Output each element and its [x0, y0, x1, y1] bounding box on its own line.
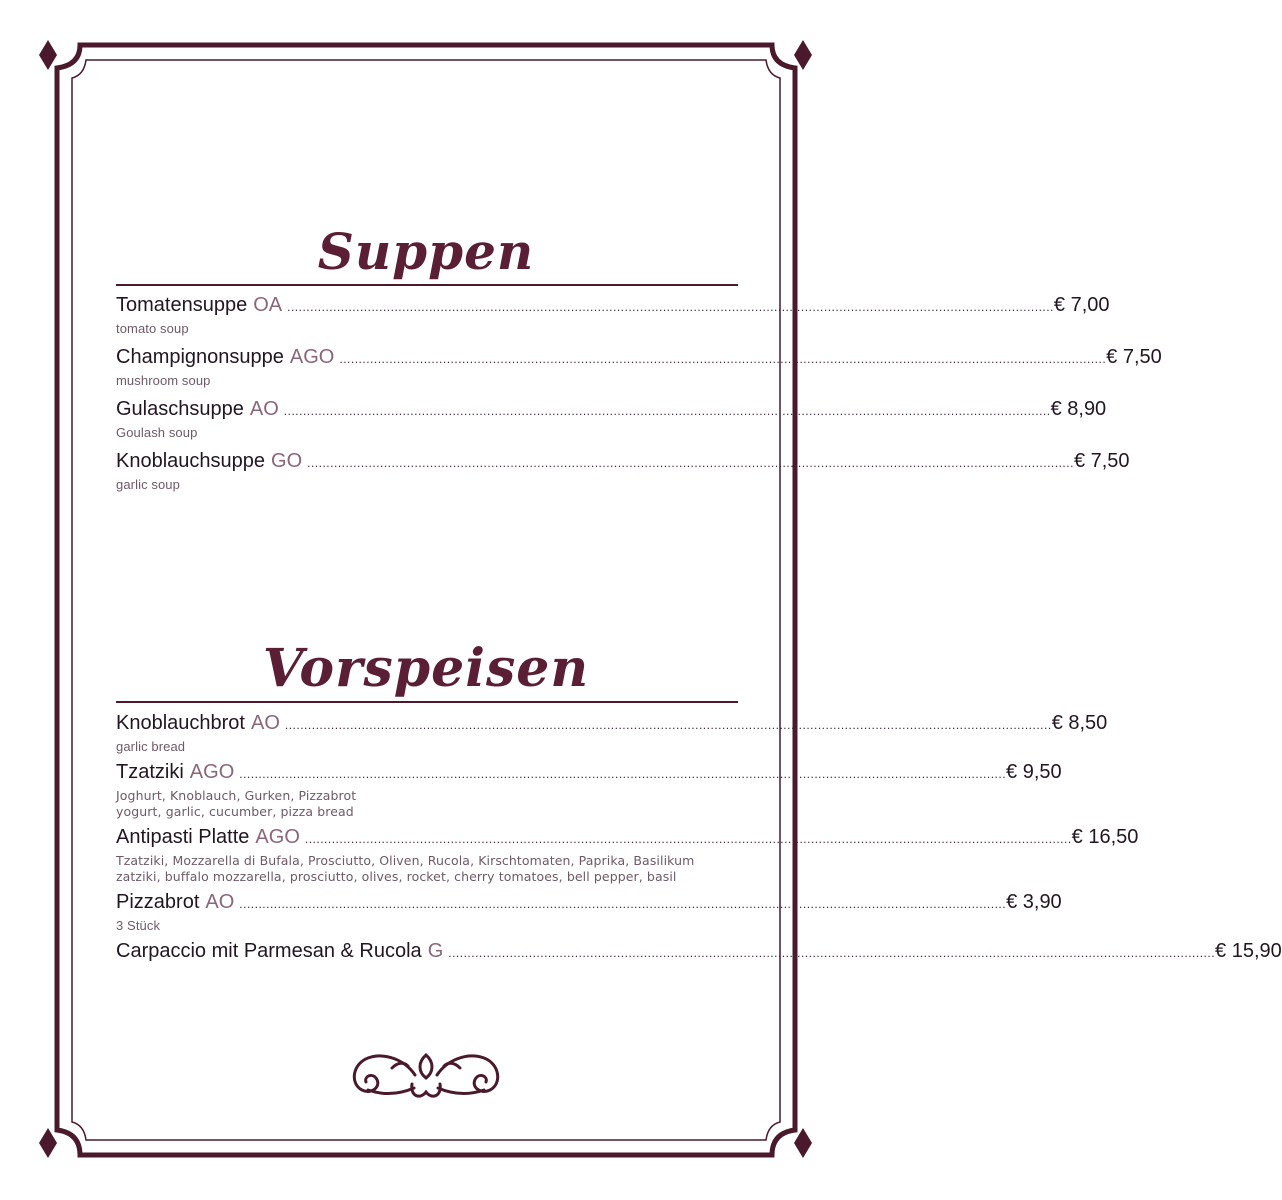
dot-leader: ........................................................................................................................................................................................................: [448, 946, 1216, 960]
section-title-suppen: Suppen: [317, 222, 535, 281]
menu-item-price: € 15,90: [1215, 940, 1282, 962]
menu-item-price: € 9,50: [1006, 761, 1062, 783]
dot-leader: ........................................................................................................................................................................................................: [339, 352, 1107, 366]
menu-item-name: Knoblauchsuppe: [116, 450, 266, 472]
allergen-codes: AO: [249, 398, 279, 420]
menu-item-description: garlic soup: [116, 477, 180, 492]
menu-list-suppen: [116, 294, 1162, 502]
allergen-codes: AGO: [255, 826, 300, 848]
dot-leader: ........................................................................................................................................................................................................: [239, 767, 1007, 781]
menu-item-description: tomato soup: [116, 321, 189, 336]
menu-item-name: Carpaccio mit Parmesan & Rucola: [116, 940, 422, 962]
dot-leader: ........................................................................................................................................................................................................: [239, 897, 1007, 911]
menu-item-description: 3 Stück: [116, 918, 161, 933]
menu-item: [116, 346, 1162, 389]
menu-item-price: € 7,50: [1106, 346, 1162, 368]
allergen-codes: AO: [250, 712, 280, 734]
allergen-codes: G: [427, 940, 444, 962]
menu-item-price: € 7,00: [1053, 294, 1110, 316]
menu-item: [116, 712, 1108, 755]
diamond-corner-icon: [39, 1128, 57, 1158]
menu-list-vorspeisen: [116, 712, 1282, 973]
menu-item: [116, 294, 1110, 337]
dot-leader: ........................................................................................................................................................................................................: [304, 832, 1072, 846]
dot-leader: ........................................................................................................................................................................................................: [307, 456, 1074, 470]
menu-item: [116, 450, 1130, 493]
diamond-corner-icon: [794, 40, 812, 70]
allergen-codes: AO: [205, 891, 235, 913]
menu-item-description: Goulash soup: [116, 425, 198, 440]
menu-item-row: [116, 826, 1139, 853]
menu-item-row: [116, 450, 1130, 477]
dot-leader: ........................................................................................................................................................................................................: [287, 300, 1054, 314]
menu-item: [116, 940, 1282, 967]
flourish-ornament-icon: [354, 1055, 497, 1096]
outer-border: [57, 45, 795, 1155]
section-divider: [116, 284, 738, 286]
section-title-vorspeisen: Vorspeisen: [262, 638, 590, 699]
menu-item-name: Knoblauchbrot: [116, 712, 245, 734]
menu-item-description: Tzatziki, Mozzarella di Bufala, Prosciutto, Oliven, Rucola, Kirschtomaten, Paprika, Basilikum: [116, 853, 695, 868]
menu-item-row: [116, 891, 1062, 918]
menu-item-name: Antipasti Platte: [116, 826, 250, 848]
menu-item-name: Gulaschsuppe: [116, 398, 244, 420]
menu-item-row: [116, 761, 1062, 788]
menu-item-row: [116, 294, 1110, 321]
menu-item: [116, 826, 1139, 885]
diamond-corner-icon: [794, 1128, 812, 1158]
menu-item-name: Tzatziki: [116, 761, 184, 783]
menu-item-price: € 8,90: [1050, 398, 1107, 420]
menu-item-name: Pizzabrot: [116, 891, 200, 913]
dot-leader: ........................................................................................................................................................................................................: [283, 404, 1051, 418]
menu-item: [116, 398, 1107, 441]
menu-item-row: [116, 346, 1162, 373]
menu-item: [116, 761, 1062, 820]
menu-item-price: € 3,90: [1006, 891, 1062, 913]
allergen-codes: AGO: [189, 761, 235, 783]
menu-item-name: Tomatensuppe: [116, 294, 248, 316]
menu-item-row: [116, 940, 1282, 967]
allergen-codes: GO: [271, 450, 303, 472]
menu-item-description: mushroom soup: [116, 373, 211, 388]
menu-item-price: € 8,50: [1051, 712, 1108, 734]
menu-item-row: [116, 712, 1108, 739]
menu-item-description: garlic bread: [116, 739, 186, 754]
menu-item-description: Joghurt, Knoblauch, Gurken, Pizzabrot: [116, 788, 357, 803]
allergen-codes: OA: [253, 294, 283, 316]
diamond-corner-icon: [39, 40, 57, 70]
menu-item-description: yogurt, garlic, cucumber, pizza bread: [116, 804, 354, 819]
menu-item: [116, 891, 1062, 934]
allergen-codes: AGO: [289, 346, 335, 368]
menu-item-name: Champignonsuppe: [116, 346, 284, 368]
menu-item-row: [116, 398, 1107, 425]
section-divider: [116, 701, 738, 703]
menu-item-price: € 16,50: [1071, 826, 1139, 848]
menu-item-price: € 7,50: [1073, 450, 1130, 472]
menu-item-description: zatziki, buffalo mozzarella, prosciutto, olives, rocket, cherry tomatoes, bell pepper, basil: [116, 869, 677, 884]
dot-leader: ........................................................................................................................................................................................................: [284, 718, 1052, 732]
